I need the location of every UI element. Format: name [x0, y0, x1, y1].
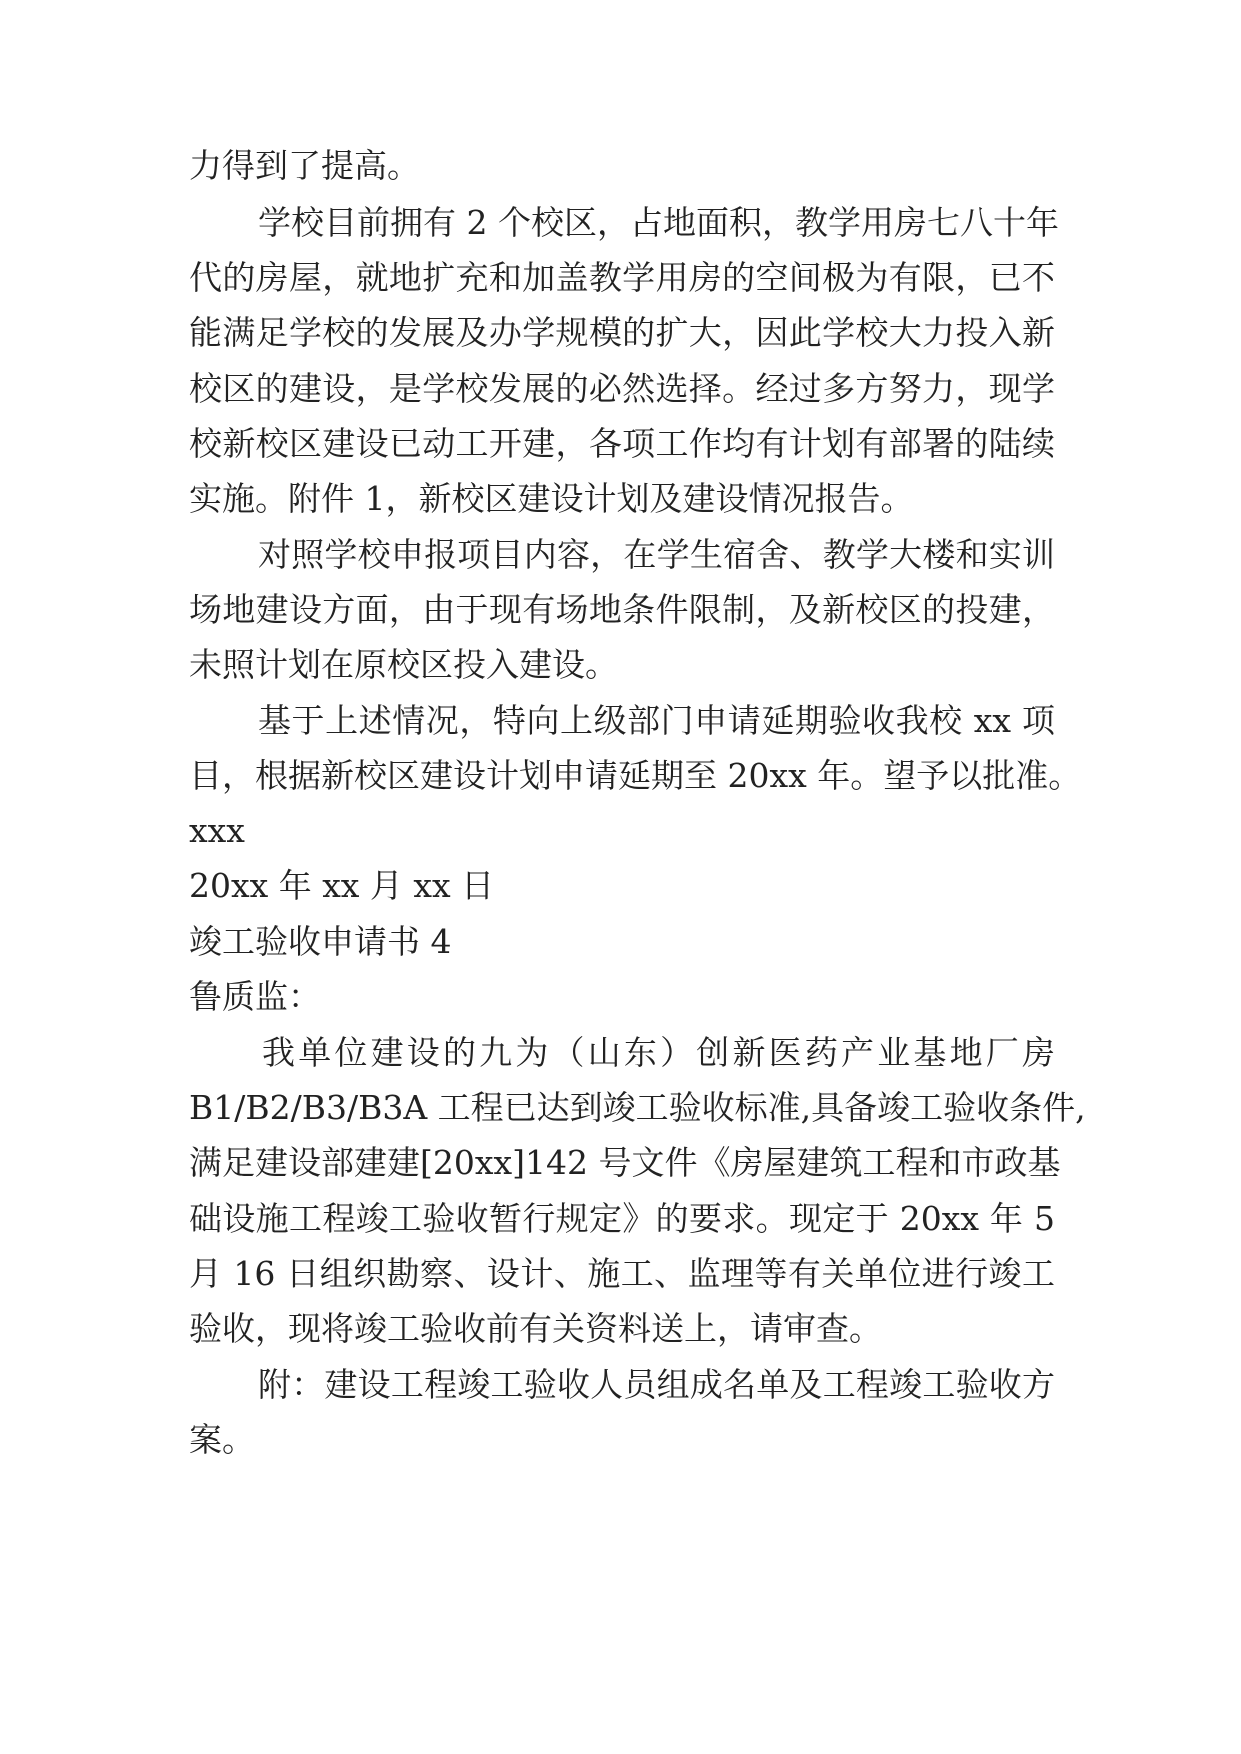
paragraph-line: 力得到了提高。 — [189, 146, 420, 185]
paragraph-line: 对照学校申报项目内容，在学生宿舍、教学大楼和实训 — [258, 535, 1055, 574]
paragraph-line: 月 16 日组织勘察、设计、施工、监理等有关单位进行竣工 — [189, 1254, 1055, 1293]
paragraph-line: 实施。附件 1，新校区建设计划及建设情况报告。 — [189, 479, 914, 518]
section-title: 竣工验收申请书 4 — [189, 922, 452, 961]
paragraph-line: 场地建设方面，由于现有场地条件限制，及新校区的投建， — [189, 590, 1055, 629]
paragraph-line: B1/B2/B3/B3A 工程已达到竣工验收标准,具备竣工验收条件, — [189, 1088, 1086, 1127]
paragraph-line: 学校目前拥有 2 个校区，占地面积，教学用房七八十年 — [258, 203, 1059, 242]
paragraph-line: 校区的建设，是学校发展的必然选择。经过多方努力，现学 — [189, 369, 1055, 408]
paragraph-line: 附：建设工程竣工验收人员组成名单及工程竣工验收方 — [258, 1365, 1055, 1404]
paragraph-line: 础设施工程竣工验收暂行规定》的要求。现定于 20xx 年 5 — [189, 1199, 1055, 1238]
paragraph-line: 校新校区建设已动工开建，各项工作均有计划有部署的陆续 — [189, 424, 1055, 463]
paragraph-line: 未照计划在原校区投入建设。 — [189, 645, 618, 684]
signature-date: 20xx 年 xx 月 xx 日 — [189, 866, 495, 905]
paragraph-line: 我单位建设的九为（山东）创新医药产业基地厂房 — [262, 1033, 1055, 1072]
paragraph-line: 案。 — [189, 1420, 255, 1459]
paragraph-line: 能满足学校的发展及办学规模的扩大，因此学校大力投入新 — [189, 313, 1055, 352]
salutation: 鲁质监： — [189, 977, 321, 1016]
paragraph-line: 满足建设部建建[20xx]142 号文件《房屋建筑工程和市政基 — [189, 1143, 1061, 1182]
paragraph-line: 验收，现将竣工验收前有关资料送上，请审查。 — [189, 1309, 882, 1348]
paragraph-line: 目，根据新校区建设计划申请延期至 20xx 年。望予以批准。 — [189, 756, 1082, 795]
paragraph-line: 基于上述情况，特向上级部门申请延期验收我校 xx 项 — [258, 701, 1055, 740]
signature-name: xxx — [189, 811, 245, 850]
paragraph-line: 代的房屋，就地扩充和加盖教学用房的空间极为有限，已不 — [189, 258, 1055, 297]
